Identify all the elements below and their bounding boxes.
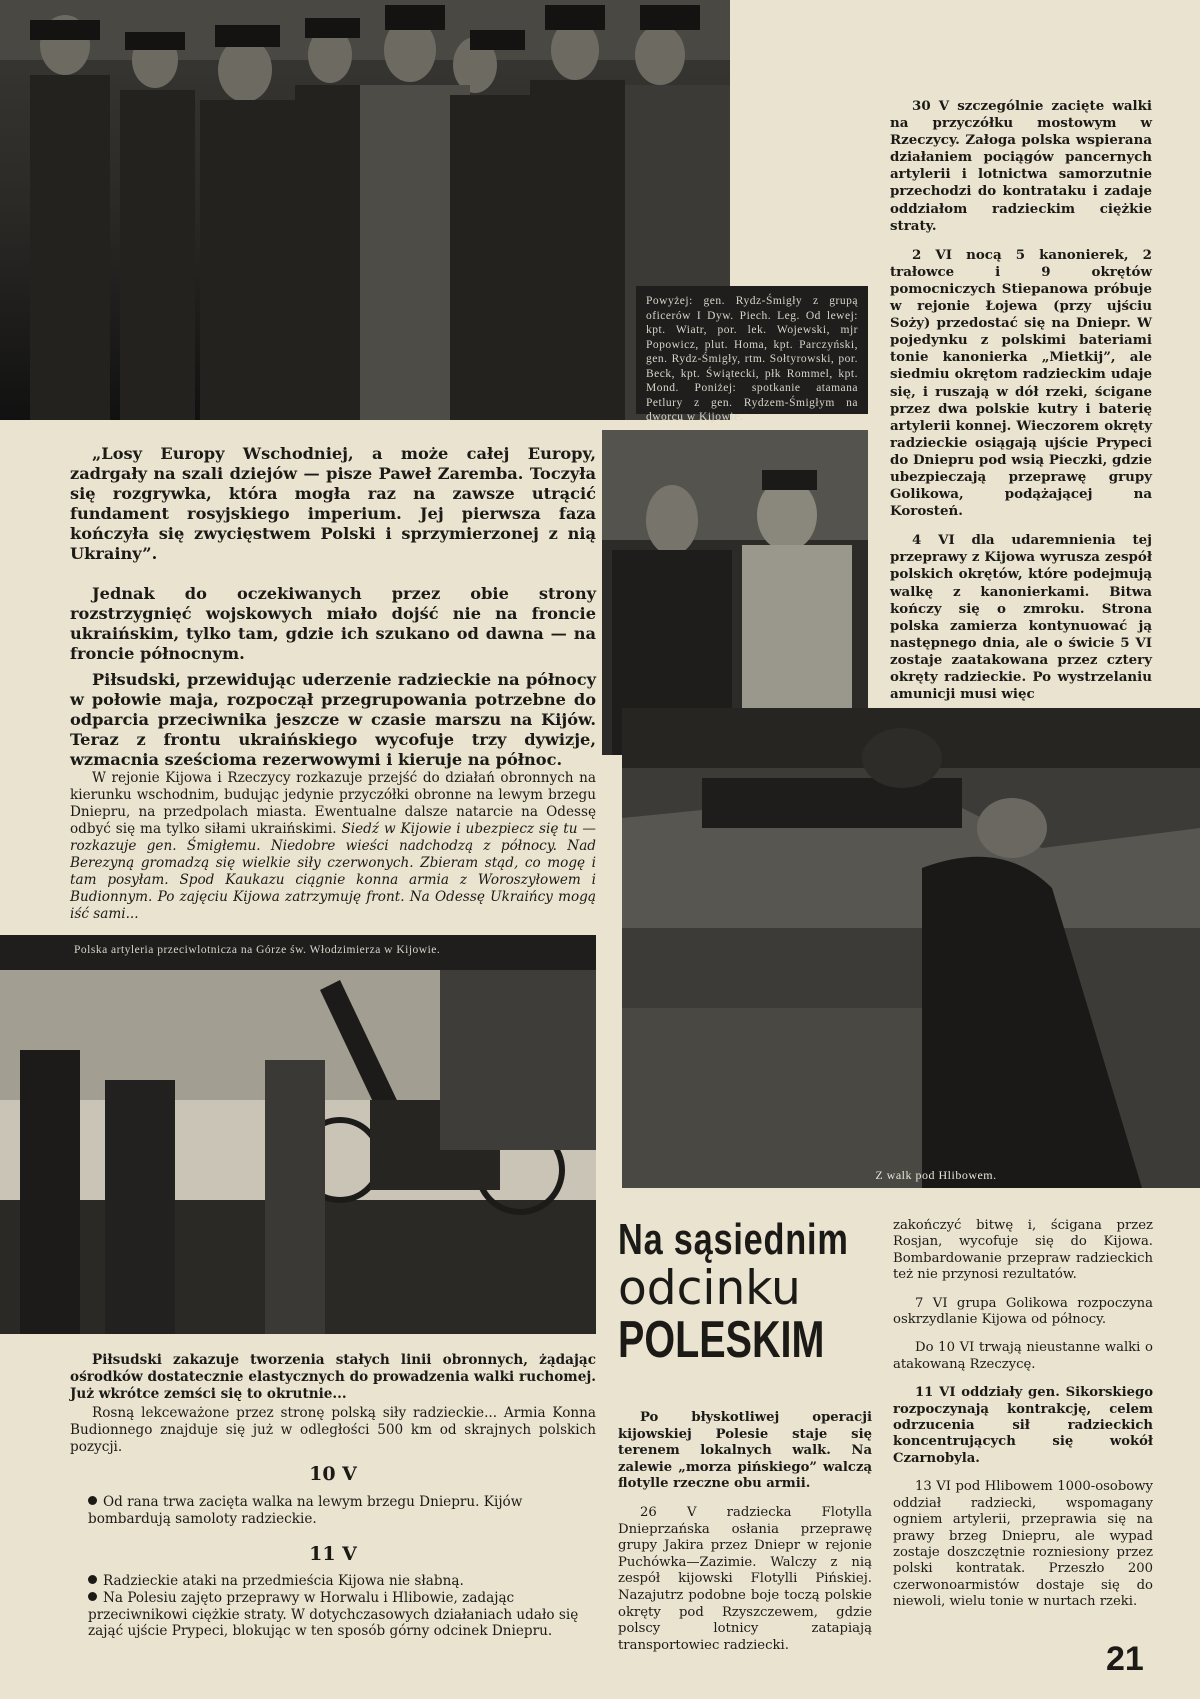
lower-left-bold-para: Piłsudski zakazuje tworzenia stałych linii obronnych, żądając ośrodków dostatecznie elastycznych do prowadzenia walki ruchomej. Już wkrótce zemści się to okrutnie... (70, 1352, 596, 1402)
bottom-right-text (893, 1218, 1153, 1623)
right-column-text (890, 98, 1152, 715)
intro-para-3: Piłsudski, przewidując uderzenie radzieckie na północy w połowie maja, rozpoczął przegrupowania potrzebne do odparcia przeciwnika jeszcze w czasie marszu na Kijów. Teraz z frontu ukraińskiego wycofuje trzy dywizje, wzmacnia sześcioma rezerwowymi i kieruje na północ. (70, 670, 596, 769)
lower-left-text (70, 1352, 596, 1464)
photo-artillery (0, 970, 596, 1334)
intro-text (70, 444, 596, 776)
bullet-dot (88, 1496, 97, 1505)
polesie-lead: Po błyskotliwej operacji kijowskiej Polesie staje się terenem lokalnych walk. Na zalewie „morza pińskiego” walczą flotylle rzeczne obu armii. (618, 1410, 872, 1492)
section-title (618, 1215, 878, 1370)
bullet-11v-1: Radzieckie ataki na przedmieścia Kijowa nie słabną. (88, 1573, 596, 1590)
date-heading-10v: 10 V (309, 1463, 357, 1485)
caption-top-photo: Powyżej: gen. Rydz-Śmigły z grupą oficerów I Dyw. Piech. Leg. Od lewej: kpt. Wiatr, por. lek. Wojewski, mjr Popowicz, plut. Homa, kpt. Parczyński, gen. Rydz-Śmigły, rtm. Sołtyrowski, por. Beck, kpt. Świątecki, płk Rommel, kpt. Mond. Poniżej: spotkanie atamana Petlury z gen. Rydzem-Śmigłym na dworcu w Kijowie. (636, 286, 868, 414)
date-heading-11v: 11 V (309, 1543, 357, 1565)
section-title-line1: Na sąsiednim (618, 1215, 849, 1264)
polesie-para: 26 V radziecka Flotylla Dnieprzańska osłania przeprawę grupy Jakira przez Dniepr w rejonie Puchówka—Zazimie. Walczy z nią zespół kijowski Flotylli Pińskiej. Nazajutrz podobne boje toczą polskie okręty pod Rzyszczewem, gdzie polscy lotnicy zatapiają transportowiec radziecki. (618, 1504, 872, 1653)
caption-artillery: Polska artyleria przeciwlotnicza na Górze św. Włodzimierza w Kijowie. (0, 935, 596, 970)
photo-battle-hlibow (622, 708, 1200, 1188)
bottom-right-para-5: 13 VI pod Hlibowem 1000-osobowy oddział radziecki, wspomagany ogniem artylerii, przeprawia się na prawy brzeg Dniepru, ale wypad zostaje doszczętnie rozniesiony przez polski kontratak. Przeszło 200 czerwonoarmistów dostaje się do niewoli, wielu tonie w nurtach rzeki. (893, 1479, 1153, 1610)
bullet-dot (88, 1575, 97, 1584)
intro-quote: „Losy Europy Wschodniej, a może całej Europy, zadrgały na szali dziejów — pisze Paweł Zaremba. Toczyła się rozgrywka, która mogła raz na zawsze utrącić fundament rosyjskiego imperium. Jej pierwsza faza kończyła się zwycięstwem Polski i sprzymierzonej z nią Ukrainy”. (70, 444, 596, 563)
page-number: 21 (1106, 1640, 1144, 1678)
polesie-text (618, 1410, 872, 1662)
photo-officers-group (0, 0, 730, 420)
right-para-4vi: 4 VI dla udaremnienia tej przeprawy z Kijowa wyrusza zespół polskich okrętów, które podejmują walkę z kanonierkami. Bitwa kończy się o zmroku. Strona polska zamierza kontynuować ją następnego dnia, ale o świcie 5 VI zostaje zaatakowana przez cztery okręty radzieckie. Po wystrzelaniu amunicji musi więc (890, 532, 1152, 703)
intro-para-2: Jednak do oczekiwanych przez obie strony rozstrzygnięć wojskowych miało dojść nie na froncie ukraińskim, tylko tam, gdzie ich szukano od dawna — na froncie północnym. (70, 584, 596, 663)
section-title-line2: odcinku (618, 1261, 801, 1316)
kiev-orders (70, 770, 596, 931)
lower-left-para-2: Rosną lekceważone przez stronę polską siły radzieckie... Armia Konna Budionnego znajduje się już w odległości 500 km od skrajnych polskich pozycji. (70, 1405, 596, 1455)
bullet-dot (88, 1592, 97, 1601)
photo-petlura-meeting (602, 430, 868, 755)
right-para-2vi: 2 VI nocą 5 kanonierek, 2 trałowce i 9 okrętów pomocniczych Stiepanowa próbuje w rejonie Łojewa (przy ujściu Soży) przedostać się na Dniepr. W pojedynku z polskimi bateriami tonie kanonierka „Mietkij”, ale siedmiu okrętom radzieckim udaje się, i ruszają w dół rzeki, ścigane przez dwa polskie kutry i baterię artylerii konnej. Wieczorem okręty radzieckie osiągają ujście Prypeci do Dniepru pod wsią Pieczki, gdzie ubezpieczają przeprawę grupy Golikowa, podążającej na Korosteń. (890, 246, 1152, 520)
section-title-line3: POLESKIM (618, 1311, 825, 1369)
bullet-10v: Od rana trwa zacięta walka na lewym brzegu Dniepru. Kijów bombardują samoloty radzieckie. (88, 1494, 523, 1527)
right-para-30v: 30 V szczególnie zacięte walki na przyczółku mostowym w Rzeczycy. Załoga polska wspierana działaniem pociągów pancernych artylerii i lotnictwa samorzutnie przechodzi do kontrataku i zadaje oddziałom radzieckim ciężkie straty. (890, 98, 1152, 234)
bottom-right-para-1: zakończyć bitwę i, ścigana przez Rosjan, wycofuje się do Kijowa. Bombardowanie przepraw radzieckich też nie przynosi rezultatów. (893, 1218, 1153, 1283)
kiev-orders-quote: Siedź w Kijowie i ubezpiecz się tu — rozkazuje gen. Śmigłemu. Niedobre wieści nadchodzą z północy. Nad Berezyną gromadzą się wielkie siły czerwonych. Zbieram stąd, co mogę i tam posyłam. Spod Kaukazu ciągnie konna armia z Woroszyłowem i Budionnym. Po zajęciu Kijowa zatrzymuję front. Na Odessę Ukraińcy mogą iść sami... (70, 821, 596, 922)
bottom-right-para-3: Do 10 VI trwają nieustanne walki o atakowaną Rzeczycę. (893, 1340, 1153, 1372)
caption-battle: Z walk pod Hlibowem. (875, 1168, 997, 1182)
bullet-11v-2: Na Polesiu zajęto przeprawy w Horwalu i Hlibowie, zadając przeciwnikowi ciężkie straty. W dotychczasowych działaniach udało się zająć ujście Prypeci, blokując w ten sposób górny odcinek Dniepru. (88, 1590, 579, 1639)
bottom-right-para-2: 7 VI grupa Golikowa rozpoczyna oskrzydlanie Kijowa od północy. (893, 1295, 1153, 1328)
bottom-right-para-4: 11 VI oddziały gen. Sikorskiego rozpoczynają kontrakcję, celem odrzucenia sił radzieckich koncentrujących się wokół Czarnobyla. (893, 1385, 1153, 1466)
kiev-orders-plain: W rejonie Kijowa i Rzeczycy rozkazuje przejść do działań obronnych na kierunku wschodnim, budując jedynie przyczółki obronne na lewym brzegu Dniepru, na przedpolach miasta. Ewentualne dalsze natarcie na Odessę odbyć się ma tylko siłami ukraińskimi. (70, 770, 596, 837)
